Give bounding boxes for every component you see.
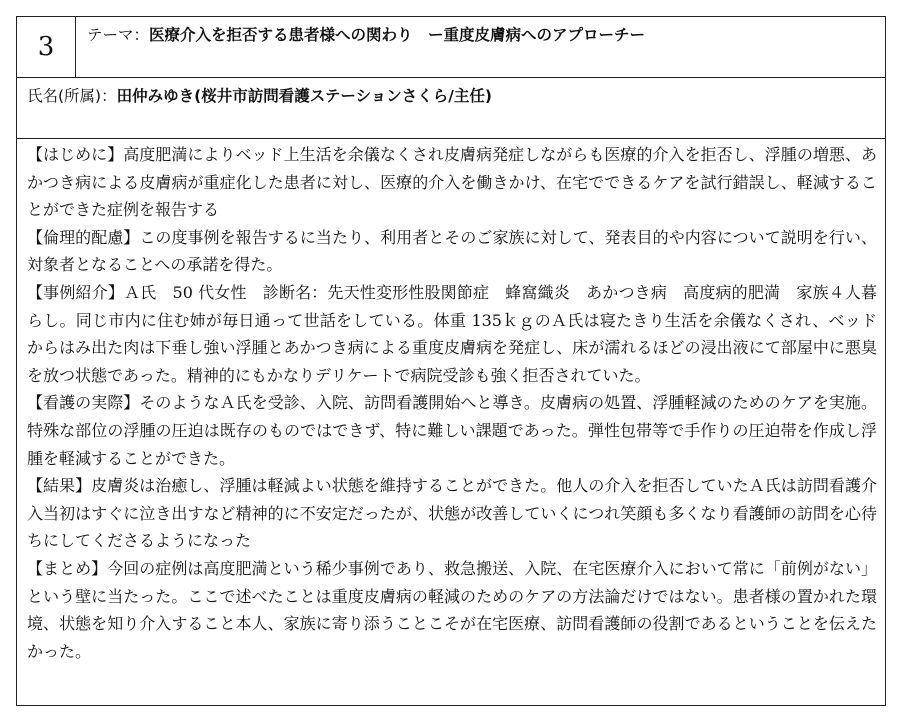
- author-row: [17, 78, 885, 139]
- section-case: 【事例紹介】Ａ氏 50 代女性 診断名：先天性変形性股関節症 蜂窩織炎 あかつき病 高度病的肥満 家族４人暮らし。同じ市内に住む姉が毎日通って世話をしている。体重 135ｋｇのＡ氏は寝たきり生活を余儀なくされ、ベッドからはみ出た肉は下垂し強い浮腫とあかつき病による重度皮膚病を発症し、床が濡れるほどの浸出液にて部屋中に悪臭を放つ状態であった。精神的にもかなりデリケートで病院受診も強く拒否されていた。: [27, 282, 877, 385]
- author-name: 田仲みゆき(桜井市訪問看護ステーションさくら/主任): [116, 87, 493, 105]
- section-ethics: 【倫理的配慮】この度事例を報告するに当たり、利用者とそのご家族に対して、発表目的や内容について説明を行い、対象者となることへの承諾を得た。: [27, 227, 877, 275]
- author-label: 氏名(所属)：: [27, 87, 117, 105]
- theme-title: 医療介入を拒否する患者様への関わり ー重度皮膚病へのアプローチー: [149, 26, 646, 44]
- abstract-body: [27, 141, 877, 665]
- section-introduction: 【はじめに】高度肥満によりベッド上生活を余儀なくされ皮膚病発症しながらも医療的介入を拒否し、浮腫の増悪、あかつき病による皮膚病が重症化した患者に対し、医療的介入を働きかけ、在宅でできるケアを試行錯誤し、軽減することができた症例を報告する: [27, 145, 877, 220]
- section-results: 【結果】皮膚炎は治癒し、浮腫は軽減よい状態を維持することができた。他人の介入を拒否していたＡ氏は訪問看護介入当初はすぐに泣き出すなど精神的に不安定だったが、状態が改善していくにつれ笑顔も多くなり看護師の訪問を心待ちにしてくださるようになった: [27, 476, 877, 551]
- theme-label: テーマ：: [87, 26, 150, 44]
- abstract-table: [16, 16, 886, 706]
- header-row: [17, 17, 885, 78]
- author: [27, 84, 492, 106]
- section-nursing: 【看護の実際】そのようなＡ氏を受診、入院、訪問看護開始へと導き。皮膚病の処置、浮腫軽減のためのケアを実施。特殊な部位の浮腫の圧迫は既存のものではできず、特に難しい課題であった。弾性包帯等で手作りの圧迫帯を作成し浮腫を軽減することができた。: [27, 393, 877, 468]
- section-summary: 【まとめ】今回の症例は高度肥満という稀少事例であり、救急搬送、入院、在宅医療介入において常に「前例がない」という壁に当たった。ここで述べたことは重度皮膚病の軽減のためのケアの方法論だけではない。患者様の置かれた環境、状態を知り介入すること本人、家族に寄り添うことこそが在宅医療、訪問看護師の役割であるということを伝えたかった。: [27, 558, 877, 661]
- theme: [87, 23, 645, 45]
- entry-number: 3: [17, 17, 76, 77]
